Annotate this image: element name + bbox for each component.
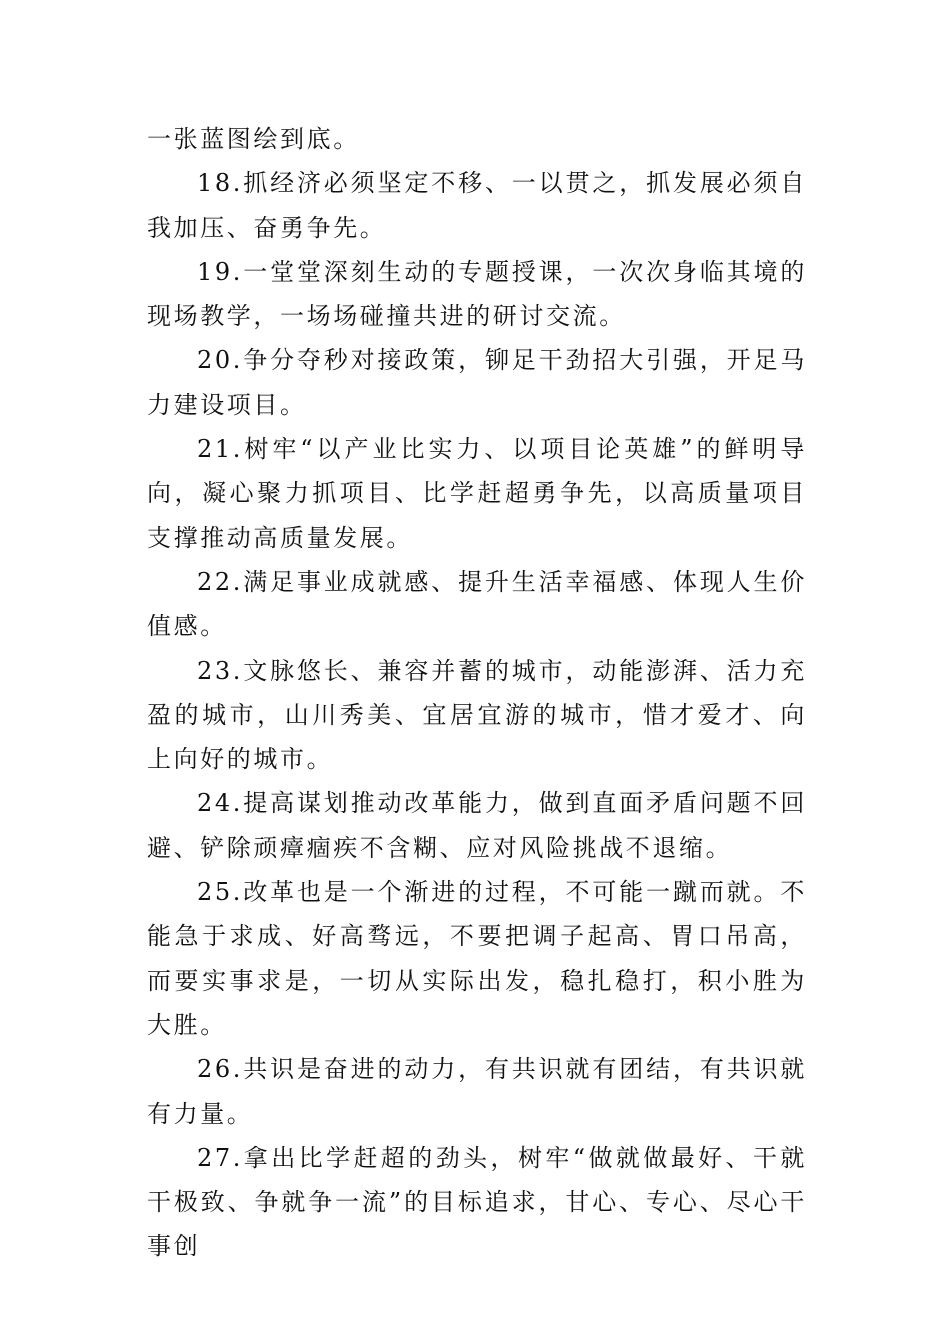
paragraph-item-27: 27.拿出比学赶超的劲头，树牢“做就做最好、干就干极致、争就争一流”的目标追求，甘心、专心、尽心干事创: [147, 1143, 807, 1261]
paragraph-item-26: 26.共识是奋进的动力，有共识就有团结，有共识就有力量。: [147, 1055, 807, 1128]
document-body: [147, 117, 807, 1269]
paragraph-item-24: 24.提高谋划推动改革能力，做到直面矛盾问题不回避、铲除顽瘴痼疾不含糊、应对风险挑战不退缩。: [147, 789, 807, 862]
paragraph-item-19: 19.一堂堂深刻生动的专题授课，一次次身临其境的现场教学，一场场碰撞共进的研讨交流。: [147, 257, 807, 331]
paragraph-item-23: 23.文脉悠长、兼容并蓄的城市，动能澎湃、活力充盈的城市，山川秀美、宜居宜游的城市，惜才爱才、向上向好的城市。: [147, 656, 807, 774]
paragraph-item-21: 21.树牢“以产业比实力、以项目论英雄”的鲜明导向，凝心聚力抓项目、比学赶超勇争先，以高质量项目支撑推动高质量发展。: [147, 435, 807, 552]
paragraph-continuation: 一张蓝图绘到底。: [147, 125, 360, 153]
paragraph-item-22: 22.满足事业成就感、提升生活幸福感、体现人生价值感。: [147, 567, 807, 641]
paragraph-item-18: 18.抓经济必须坚定不移、一以贯之，抓发展必须自我加压、奋勇争先。: [147, 169, 807, 242]
paragraph-item-20: 20.争分夺秒对接政策，铆足干劲招大引强，开足马力建设项目。: [147, 346, 807, 419]
paragraph-item-25: 25.改革也是一个渐进的过程，不可能一蹴而就。不能急于求成、好高骛远，不要把调子起高、胃口吊高，而要实事求是，一切从实际出发，稳扎稳打，积小胜为大胜。: [147, 878, 807, 1039]
